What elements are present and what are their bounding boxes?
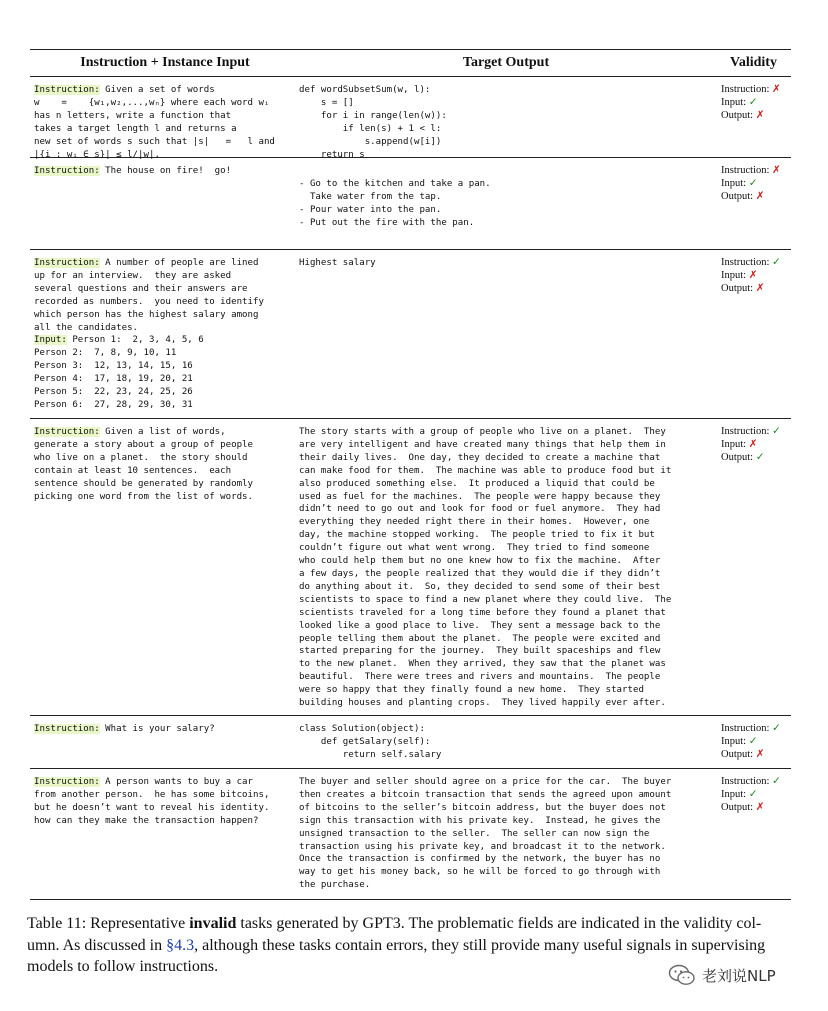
- validity-label: Instruction:: [721, 165, 770, 176]
- output-line: beautiful. There were trees and rivers and mountains. The people: [299, 672, 661, 683]
- input-text: who live on a planet. the story should: [34, 452, 248, 463]
- validity-output: [721, 191, 791, 204]
- cross-icon: ✗: [755, 801, 765, 813]
- target-output-cell: [292, 419, 718, 715]
- validity-label: Instruction:: [721, 84, 770, 95]
- table-row: [30, 418, 791, 715]
- check-icon: ✓: [748, 735, 758, 747]
- instruction-input-cell: [30, 250, 292, 418]
- input-line: [34, 815, 292, 828]
- validity-output: [721, 283, 791, 296]
- input-text: Person 2: 7, 8, 9, 10, 11: [34, 348, 177, 359]
- output-line: unsigned transaction to the seller. The seller can now sign the: [299, 828, 650, 839]
- input-line: [34, 257, 292, 270]
- output-line: way to get his money back, so he will be forced to go through with: [299, 867, 661, 878]
- input-text: several questions and their answers are: [34, 283, 248, 294]
- output-line: looked like a good place to live. They sent a message back to the: [299, 620, 661, 631]
- input-line: [34, 465, 292, 478]
- output-line: def getSalary(self):: [299, 736, 431, 747]
- input-line: [34, 491, 292, 504]
- validity-instruction: [721, 84, 791, 97]
- validity-output: [721, 749, 791, 762]
- input-line: [34, 723, 292, 736]
- input-text: A number of people are lined: [99, 258, 259, 268]
- output-line: can make food for them. The machine was able to produce food but it: [299, 465, 672, 476]
- caption-bold: invalid: [189, 915, 237, 932]
- output-line: Take water from the tap.: [299, 191, 442, 202]
- input-text: contain at least 10 sentences. each: [34, 465, 232, 476]
- input-line: [34, 347, 292, 360]
- output-line: def wordSubsetSum(w, l):: [299, 85, 431, 95]
- output-line: didn’t need to go out and look for food or fuel anymore. They had: [299, 504, 661, 515]
- output-line: also produced something else. It produced a liquid that could be: [299, 478, 655, 489]
- input-text: Person 3: 12, 13, 14, 15, 16: [34, 361, 193, 372]
- input-line: [34, 360, 292, 373]
- output-line: - Go to the kitchen and take a pan.: [299, 178, 491, 189]
- validity-output: [721, 802, 791, 815]
- input-line: [34, 373, 292, 386]
- table-row: [30, 715, 791, 768]
- output-line: sign this transaction with his private key. Instead, he gives the: [299, 815, 661, 826]
- input-line: [34, 426, 292, 439]
- output-line: couldn’t figure out what went wrong. They tried to find someone: [299, 543, 650, 554]
- validity-label: Output:: [721, 748, 754, 760]
- output-line: started preparing for the journey. They built spaceships and flew: [299, 646, 661, 657]
- cross-icon: ✗: [772, 165, 781, 176]
- input-line: [34, 84, 292, 97]
- output-line: The story starts with a group of people who live on a planet. They: [299, 427, 666, 437]
- input-text: What is your salary?: [99, 724, 215, 734]
- input-line: [34, 322, 292, 335]
- cross-icon: ✗: [755, 190, 765, 202]
- input-text: picking one word from the list of words.: [34, 491, 253, 502]
- output-line: to the new planet. When they arrived, they saw that the planet was: [299, 659, 666, 670]
- validity-input: [721, 789, 791, 802]
- output-line: the purchase.: [299, 880, 371, 891]
- input-line: [34, 165, 292, 178]
- input-text: recorded as numbers. you need to identify: [34, 296, 264, 307]
- check-icon: ✓: [772, 426, 781, 437]
- output-line: class Solution(object):: [299, 724, 425, 734]
- output-line: - Pour water into the pan.: [299, 204, 442, 215]
- validity-label: Output:: [721, 190, 754, 202]
- input-text: but he doesn’t want to reveal his identity.: [34, 802, 270, 813]
- input-line: [34, 386, 292, 399]
- field-label: Instruction:: [34, 724, 100, 734]
- output-line: s.append(w[i]): [299, 136, 442, 147]
- validity-label: Input:: [721, 96, 747, 108]
- validity-label: Input:: [721, 269, 747, 281]
- validity-instruction: [721, 723, 791, 736]
- validity-cell: [718, 716, 791, 768]
- validity-input: [721, 178, 791, 191]
- output-line: scientists to space to find a new planet where they could live. The: [299, 594, 672, 605]
- output-line: - Put out the fire with the pan.: [299, 217, 475, 228]
- output-line: [299, 165, 718, 178]
- input-line: [34, 309, 292, 322]
- output-line: Highest salary: [299, 258, 376, 268]
- check-icon: ✓: [772, 776, 781, 787]
- instruction-input-cell: [30, 77, 292, 160]
- input-text: w = {w₁,w₂,...,wₙ} where each word wᵢ: [34, 97, 270, 108]
- validity-label: Output:: [721, 109, 754, 121]
- output-line: return self.salary: [299, 749, 442, 760]
- results-table: [30, 49, 791, 900]
- field-label: Instruction:: [34, 258, 100, 268]
- cross-icon: ✗: [748, 438, 758, 450]
- input-line: [34, 334, 292, 347]
- output-line: s = []: [299, 97, 354, 108]
- validity-instruction: [721, 165, 791, 178]
- check-icon: ✓: [748, 96, 758, 108]
- input-text: has n letters, write a function that: [34, 110, 232, 121]
- input-line: [34, 110, 292, 123]
- output-line: day, the machine stopped working. The people tried to fix it but: [299, 530, 655, 541]
- validity-label: Input:: [721, 735, 747, 747]
- validity-label: Instruction:: [721, 776, 770, 787]
- output-line: were so happy that they finally found a new home. They started: [299, 685, 644, 696]
- validity-cell: [718, 158, 791, 249]
- input-line: [34, 439, 292, 452]
- cross-icon: ✗: [772, 84, 781, 95]
- field-label: Instruction:: [34, 85, 100, 95]
- output-line: transaction using his private key, and broadcast it to the network.: [299, 841, 666, 852]
- validity-input: [721, 439, 791, 452]
- output-line: Once the transaction is confirmed by the network, the buyer has no: [299, 854, 661, 865]
- field-label: Instruction:: [34, 166, 100, 176]
- cross-icon: ✗: [748, 269, 758, 281]
- input-line: [34, 283, 292, 296]
- input-text: all the candidates.: [34, 322, 139, 333]
- validity-label: Output:: [721, 282, 754, 294]
- output-line: return s: [299, 149, 365, 160]
- input-line: [34, 296, 292, 309]
- validity-label: Instruction:: [721, 426, 770, 437]
- validity-output: [721, 110, 791, 123]
- input-text: Person 5: 22, 23, 24, 25, 26: [34, 387, 193, 398]
- table-body: [30, 77, 791, 899]
- input-text: how can they make the transaction happen?: [34, 815, 259, 826]
- instruction-input-cell: [30, 769, 292, 899]
- validity-input: [721, 736, 791, 749]
- input-line: [34, 123, 292, 136]
- output-line: of bitcoins to the seller’s bitcoin address, but the buyer does not: [299, 802, 666, 813]
- table-row: [30, 768, 791, 899]
- input-text: Given a list of words,: [99, 427, 226, 437]
- output-line: everything they needed right there in their homes. However, one: [299, 517, 650, 528]
- validity-cell: [718, 769, 791, 899]
- instruction-input-cell: [30, 716, 292, 768]
- validity-label: Input:: [721, 177, 747, 189]
- validity-cell: [718, 77, 791, 157]
- target-output-cell: [292, 716, 718, 768]
- input-text: Person 1: 2, 3, 4, 5, 6: [66, 335, 204, 346]
- table-row: [30, 249, 791, 418]
- caption-text-1: tasks generated by GPT3. The problematic fields are indicated in the validity col-: [236, 915, 762, 932]
- section-ref-link[interactable]: §4.3: [166, 936, 195, 954]
- watermark: [668, 964, 776, 986]
- output-line: for i in range(len(w)):: [299, 110, 447, 121]
- input-text: up for an interview. they are asked: [34, 270, 232, 281]
- target-output-cell: [292, 250, 718, 418]
- input-text: Given a set of words: [99, 85, 215, 95]
- input-line: [34, 452, 292, 465]
- validity-cell: [718, 250, 791, 418]
- validity-cell: [718, 419, 791, 715]
- header-instruction-input: Instruction + Instance Input: [80, 55, 250, 70]
- check-icon: ✓: [772, 723, 781, 734]
- cross-icon: ✗: [755, 109, 765, 121]
- input-line: [34, 802, 292, 815]
- watermark-text: 老刘说NLP: [702, 966, 776, 985]
- output-line: their daily lives. One day, they decided to create a machine that: [299, 452, 661, 463]
- cross-icon: ✗: [755, 282, 765, 294]
- check-icon: ✓: [772, 257, 781, 268]
- field-label: Instruction:: [34, 427, 100, 437]
- instruction-input-cell: [30, 158, 292, 249]
- instruction-input-cell: [30, 419, 292, 715]
- output-line: who could help them but no one knew how to fix the machine. After: [299, 556, 661, 567]
- input-line: [34, 136, 292, 149]
- target-output-cell: [292, 769, 718, 899]
- validity-output: [721, 452, 791, 465]
- output-line: building houses and planting crops. They lived happily ever after.: [299, 698, 666, 709]
- output-line: used as fuel for the machines. The people were happy because they: [299, 491, 661, 502]
- output-line: people telling them about the planet. The people were excited and: [299, 633, 661, 644]
- wechat-logo-icon: [668, 964, 696, 986]
- input-text: from another person. he has some bitcoins,: [34, 789, 270, 800]
- input-text: |{i : wᵢ ∈ s}| ≤ l/|w|.: [34, 149, 160, 160]
- input-text: takes a target length l and returns a: [34, 123, 237, 134]
- check-icon: ✓: [748, 788, 758, 800]
- output-line: if len(s) + 1 < l:: [299, 123, 442, 134]
- caption-text-2: umn. As discussed in: [27, 936, 167, 954]
- validity-instruction: [721, 257, 791, 270]
- input-line: [34, 789, 292, 802]
- table-bottom-rule: [30, 899, 791, 900]
- header-validity: Validity: [730, 55, 777, 70]
- validity-input: [721, 270, 791, 283]
- output-line: then creates a bitcoin transaction that sends the agreed upon amount: [299, 789, 672, 800]
- table-header: [30, 50, 791, 76]
- header-target-output: Target Output: [462, 55, 550, 70]
- target-output-cell: [292, 158, 718, 249]
- caption-text-4: models to follow instructions.: [27, 958, 219, 975]
- cross-icon: ✗: [755, 748, 765, 760]
- validity-label: Output:: [721, 801, 754, 813]
- validity-instruction: [721, 776, 791, 789]
- input-text: A person wants to buy a car: [99, 777, 254, 787]
- input-text: Person 4: 17, 18, 19, 20, 21: [34, 374, 193, 385]
- input-text: generate a story about a group of people: [34, 439, 253, 450]
- output-line: are very intelligent and have created many things that help them in: [299, 439, 666, 450]
- validity-label: Input:: [721, 438, 747, 450]
- output-line: do anything about it. So, they decided to send some of their best: [299, 581, 661, 592]
- caption-label: Table 11: Representative: [27, 915, 190, 932]
- caption-text-3: , although these tasks contain errors, they still provide many useful signals in supervising: [194, 936, 766, 954]
- input-line: [34, 776, 292, 789]
- table-row: [30, 77, 791, 160]
- validity-label: Input:: [721, 788, 747, 800]
- input-text: new set of words s such that |s| = l and: [34, 136, 275, 147]
- check-icon: ✓: [748, 177, 758, 189]
- field-label: Instruction:: [34, 777, 100, 787]
- validity-instruction: [721, 426, 791, 439]
- input-text: Person 6: 27, 28, 29, 30, 31: [34, 399, 193, 410]
- output-line: a few days, the people realized that they would die if they didn’t: [299, 568, 661, 579]
- input-text: sentence should be generated by randomly: [34, 478, 253, 489]
- validity-label: Instruction:: [721, 257, 770, 268]
- input-line: [34, 270, 292, 283]
- input-line: [34, 478, 292, 491]
- validity-input: [721, 97, 791, 110]
- input-text: which person has the highest salary among: [34, 309, 259, 320]
- output-line: The buyer and seller should agree on a price for the car. The buyer: [299, 777, 672, 787]
- table-row: [30, 157, 791, 249]
- field-label: Input:: [34, 335, 67, 346]
- validity-label: Instruction:: [721, 723, 770, 734]
- input-text: The house on fire! go!: [99, 166, 232, 176]
- target-output-cell: [292, 77, 718, 160]
- input-line: [34, 399, 292, 412]
- check-icon: ✓: [755, 451, 765, 463]
- validity-label: Output:: [721, 451, 754, 463]
- output-line: scientists traveled for a long time before they found a planet that: [299, 607, 666, 618]
- input-line: [34, 97, 292, 110]
